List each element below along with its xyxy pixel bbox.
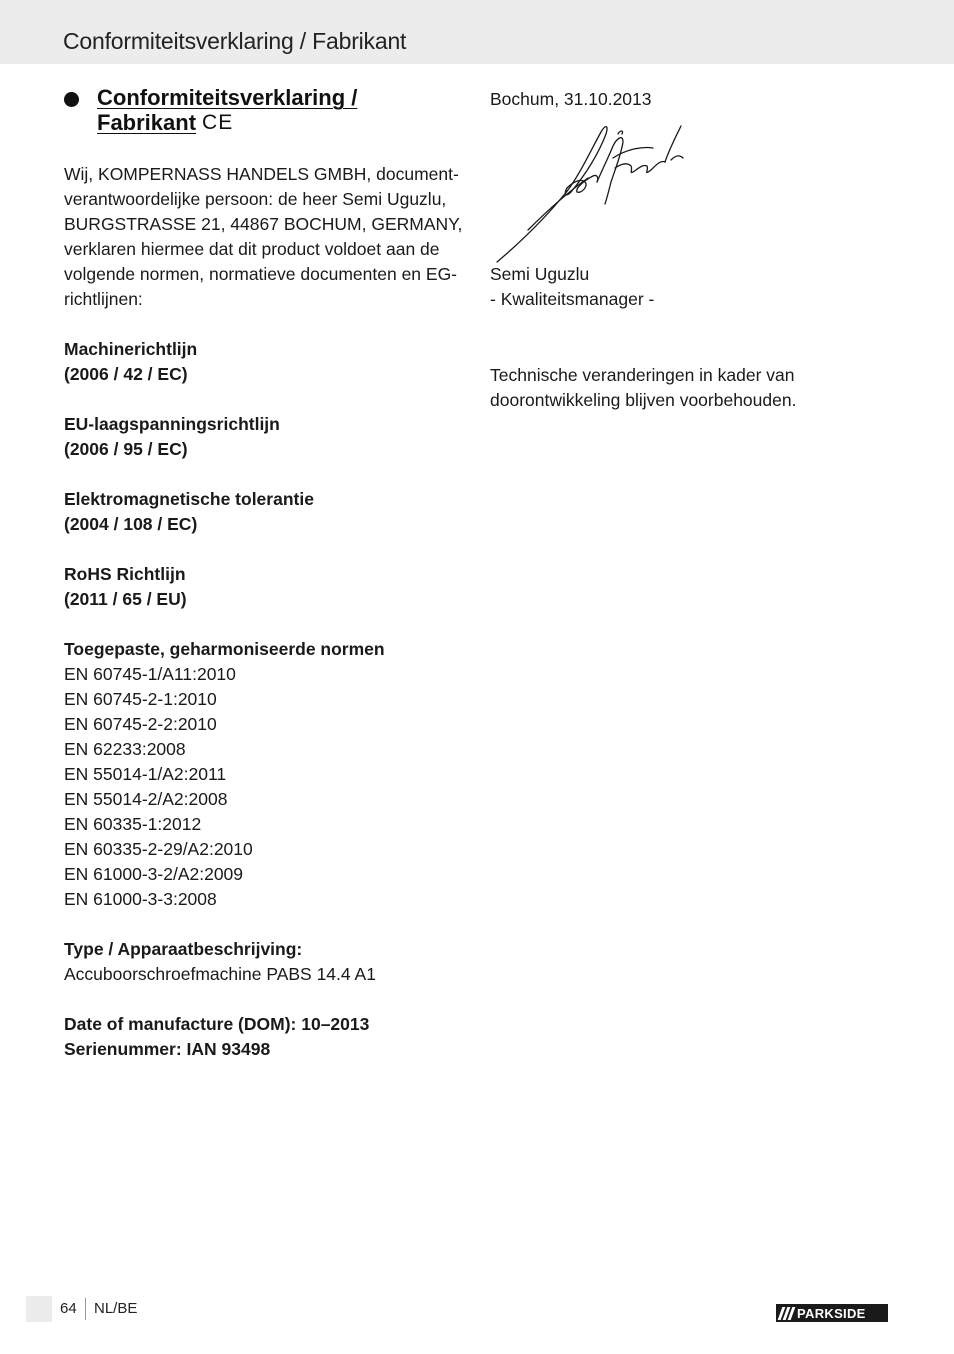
standards-heading: Toegepaste, geharmoniseerde normen — [64, 639, 385, 659]
product-type — [64, 937, 464, 987]
directive-code: (2004 / 108 / EC) — [64, 514, 198, 534]
standard-item: EN 61000-3-2/A2:2009 — [64, 864, 244, 884]
intro-line: volgende normen, normatieve documenten en EG- — [64, 264, 458, 284]
brand-stripes-icon — [780, 1307, 793, 1320]
standards-list — [64, 637, 464, 912]
signer-role: - Kwaliteitsmanager - — [490, 289, 655, 309]
standard-item: EN 61000-3-3:2008 — [64, 889, 217, 909]
standard-item: EN 55014-1/A2:2011 — [64, 764, 227, 784]
standard-item: EN 62233:2008 — [64, 739, 186, 759]
standard-item: EN 60745-2-1:2010 — [64, 689, 217, 709]
directive-machinery — [64, 337, 464, 387]
notice-line: doorontwikkeling blijven voorbehouden. — [490, 390, 797, 410]
directive-low-voltage — [64, 412, 464, 462]
brand-logo — [776, 1304, 888, 1322]
page-title: Conformiteitsverklaring / Fabrikant — [63, 28, 407, 54]
ce-mark-icon: CE — [202, 111, 234, 134]
directive-code: (2011 / 65 / EU) — [64, 589, 187, 609]
header-band — [0, 0, 954, 64]
technical-notice — [490, 363, 796, 413]
directive-name: Machinerichtlijn — [64, 339, 198, 359]
brand-name: PARKSIDE — [797, 1305, 866, 1321]
type-value: Accuboorschroefmachine PABS 14.4 A1 — [64, 964, 376, 984]
date-of-manufacture: Date of manufacture (DOM): 10–2013 — [64, 1014, 370, 1034]
standard-item: EN 60335-1:2012 — [64, 814, 202, 834]
intro-line: verklaren hiermee dat dit product voldoet aan de — [64, 239, 440, 259]
directive-code: (2006 / 42 / EC) — [64, 364, 188, 384]
section-bullet — [64, 92, 79, 107]
footer-marker — [26, 1296, 52, 1322]
section-heading-fabrikant: Fabrikant — [97, 110, 197, 135]
section-heading-line2 — [97, 110, 357, 135]
standard-item: EN 55014-2/A2:2008 — [64, 789, 228, 809]
notice-line: Technische veranderingen in kader van — [490, 365, 795, 385]
standard-item: EN 60745-2-2:2010 — [64, 714, 217, 734]
directive-emc — [64, 487, 464, 537]
intro-line: Wij, KOMPERNASS HANDELS GMBH, document- — [64, 164, 459, 184]
intro-line: richtlijnen: — [64, 289, 143, 309]
directive-name: Elektromagnetische tolerantie — [64, 489, 314, 509]
section-heading-line1: Conformiteitsverklaring / — [97, 85, 358, 110]
signer-name: Semi Uguzlu — [490, 264, 590, 284]
directive-name: EU-laagspanningsrichtlijn — [64, 414, 280, 434]
type-heading: Type / Apparaatbeschrijving: — [64, 939, 303, 959]
declaration-body — [64, 162, 464, 1062]
section-heading — [97, 85, 357, 135]
intro-line: BURGSTRASSE 21, 44867 BOCHUM, GERMANY, — [64, 214, 463, 234]
footer-divider — [85, 1298, 86, 1320]
signature-image — [493, 120, 693, 265]
standard-item: EN 60335-2-29/A2:2010 — [64, 839, 253, 859]
language-code: NL/BE — [94, 1300, 138, 1317]
intro-line: verantwoordelijke persoon: de heer Semi Uguzlu, — [64, 189, 447, 209]
directive-name: RoHS Richtlijn — [64, 564, 186, 584]
signer-block — [490, 262, 654, 312]
place-date: Bochum, 31.10.2013 — [490, 89, 652, 109]
standard-item: EN 60745-1/A11:2010 — [64, 664, 236, 684]
directive-code: (2006 / 95 / EC) — [64, 439, 188, 459]
manufacture-info — [64, 1012, 464, 1062]
intro-paragraph — [64, 162, 464, 312]
directive-rohs — [64, 562, 464, 612]
page-number: 64 — [60, 1300, 77, 1317]
serial-number: Serienummer: IAN 93498 — [64, 1039, 271, 1059]
